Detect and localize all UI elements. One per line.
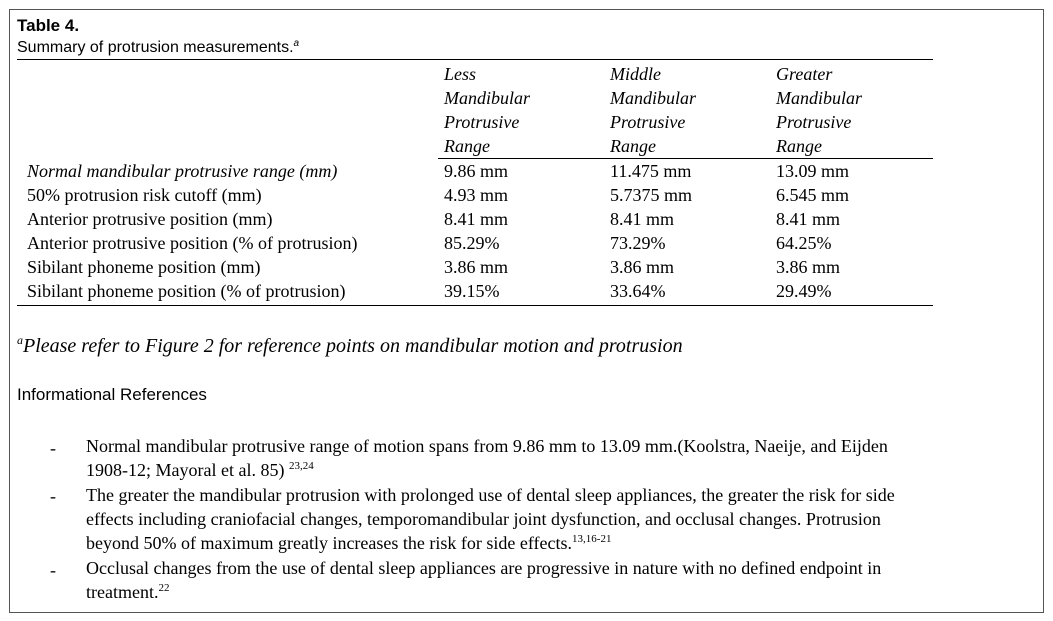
- cell-risk-cutoff-middle: 5.7375 mm: [610, 185, 693, 205]
- reference-item-2-line3-text: beyond 50% of maximum greatly increases the risk for side effects.: [86, 533, 573, 553]
- reference-item-2-line1: The greater the mandibular protrusion with prolonged use of dental sleep appliances, the greater the risk for side: [86, 485, 895, 505]
- cell-anterior-pct-greater: 64.25%: [776, 233, 832, 253]
- column-header-less: [444, 62, 530, 158]
- table-title: Table 4.: [17, 16, 80, 35]
- reference-item-2: [86, 483, 1036, 555]
- cell-sibilant-pct-greater: 29.49%: [776, 281, 832, 301]
- row-label-normal-range: Normal mandibular protrusive range (mm): [27, 161, 338, 181]
- table-footnote: [17, 333, 683, 359]
- cell-anterior-mm-middle: 8.41 mm: [610, 209, 675, 229]
- column-header-less-line4: Range: [444, 136, 490, 156]
- reference-item-3-line2: [86, 580, 1036, 604]
- references-heading: Informational References: [17, 385, 207, 404]
- column-header-greater-line3: Protrusive: [776, 112, 852, 132]
- table-bottom-rule: [17, 305, 933, 306]
- column-header-middle-line3: Protrusive: [610, 112, 686, 132]
- column-header-middle-line1: Middle: [610, 64, 661, 84]
- reference-item-1: [86, 434, 1036, 482]
- row-label-risk-cutoff: 50% protrusion risk cutoff (mm): [27, 185, 262, 205]
- reference-item-3-line2-text: treatment.: [86, 582, 159, 602]
- cell-normal-range-less: 9.86 mm: [444, 161, 509, 181]
- cell-risk-cutoff-greater: 6.545 mm: [776, 185, 850, 205]
- cell-normal-range-middle: 11.475 mm: [610, 161, 692, 181]
- reference-item-2-line3: [86, 531, 1036, 555]
- column-header-greater: [776, 62, 862, 158]
- reference-bullet-3: -: [50, 560, 56, 580]
- cell-normal-range-greater: 13.09 mm: [776, 161, 850, 181]
- reference-item-1-line1: Normal mandibular protrusive range of motion spans from 9.86 mm to 13.09 mm.(Koolstra, Naeije, and Eijden: [86, 436, 888, 456]
- column-header-greater-line2: Mandibular: [776, 88, 863, 108]
- cell-sibilant-pct-less: 39.15%: [444, 281, 500, 301]
- cell-anterior-pct-less: 85.29%: [444, 233, 500, 253]
- reference-bullet-1: -: [50, 438, 56, 458]
- reference-item-2-citation: 13,16-21: [572, 533, 612, 545]
- column-header-greater-line1: Greater: [776, 64, 833, 84]
- row-label-anterior-pct: Anterior protrusive position (% of protrusion): [27, 233, 358, 253]
- reference-item-1-citation: 23,24: [288, 460, 314, 472]
- reference-item-3-line1: Occlusal changes from the use of dental sleep appliances are progressive in nature with no defined endpoint in: [86, 558, 882, 578]
- footnote-marker: a: [17, 333, 23, 347]
- cell-anterior-mm-greater: 8.41 mm: [776, 209, 841, 229]
- cell-sibilant-mm-less: 3.86 mm: [444, 257, 509, 277]
- reference-item-1-line2: [86, 458, 1036, 482]
- column-header-less-line1: Less: [444, 64, 477, 84]
- reference-item-3: [86, 556, 1036, 604]
- footnote-text: Please refer to Figure 2 for reference points on mandibular motion and protrusion: [23, 335, 683, 357]
- row-label-sibilant-mm: Sibilant phoneme position (mm): [27, 257, 261, 277]
- cell-anterior-pct-middle: 73.29%: [610, 233, 666, 253]
- cell-sibilant-mm-middle: 3.86 mm: [610, 257, 675, 277]
- column-header-middle-line4: Range: [610, 136, 656, 156]
- column-header-less-line2: Mandibular: [444, 88, 531, 108]
- column-header-middle-line2: Mandibular: [610, 88, 697, 108]
- cell-sibilant-pct-middle: 33.64%: [610, 281, 666, 301]
- table-top-rule: [17, 59, 933, 60]
- row-label-sibilant-pct: Sibilant phoneme position (% of protrusion): [27, 281, 346, 301]
- cell-sibilant-mm-greater: 3.86 mm: [776, 257, 841, 277]
- cell-risk-cutoff-less: 4.93 mm: [444, 185, 509, 205]
- reference-item-2-line2: effects including craniofacial changes, temporomandibular joint dysfunction, and occlusal changes. Protrusion: [86, 509, 881, 529]
- column-header-greater-line4: Range: [776, 136, 822, 156]
- reference-item-1-line2-text: 1908-12; Mayoral et al. 85): [86, 460, 285, 480]
- table-subtitle-footnote-marker: a: [293, 38, 300, 49]
- row-label-anterior-mm: Anterior protrusive position (mm): [27, 209, 273, 229]
- table-subtitle: [17, 38, 299, 58]
- column-header-less-line3: Protrusive: [444, 112, 520, 132]
- cell-anterior-mm-less: 8.41 mm: [444, 209, 509, 229]
- reference-bullet-2: -: [50, 486, 56, 506]
- table-subtitle-text: Summary of protrusion measurements.: [17, 39, 294, 56]
- reference-item-3-citation: 22: [158, 582, 170, 594]
- column-header-middle: [610, 62, 696, 158]
